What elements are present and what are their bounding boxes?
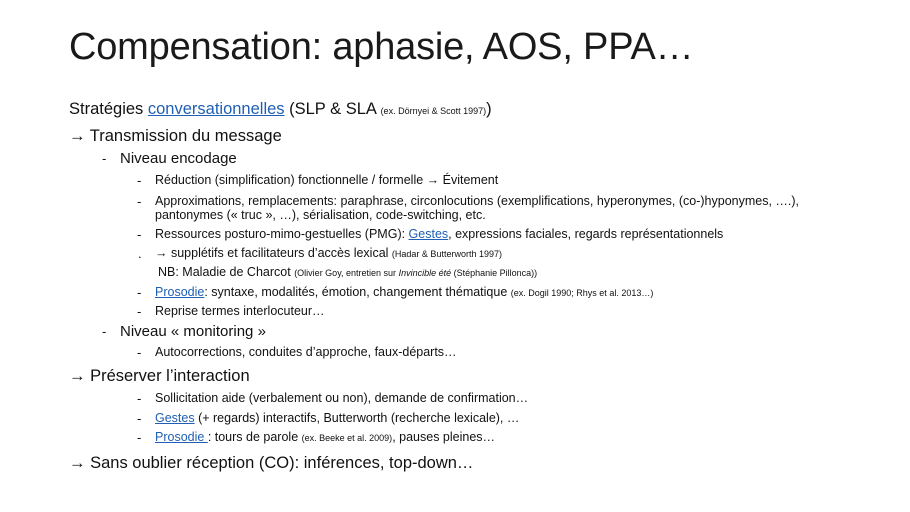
intro-close: ) [486,100,492,118]
bullet-dash: - [137,285,142,300]
heading-preserver: → Préserver l’interaction [69,367,250,385]
prosodie-text: : syntaxe, modalités, émotion, changement thématique [204,285,511,299]
item-reduction: Réduction (simplification) fonctionnelle / formelle → Évitement [155,173,499,187]
charcot-reference-title: Invincible été [398,268,452,278]
prosodie-tours-tail: , pauses pleines… [392,430,496,444]
conversationnelles-link[interactable]: conversationnelles [147,100,285,118]
gestes-interactifs-link[interactable]: Gestes [155,411,195,425]
bullet-dash: - [102,324,107,339]
item-prosodie-tours [155,430,495,444]
prosodie-tours-reference: (ex. Beeke et al. 2009) [301,433,393,443]
gestes-text: (+ regards) interactifs, Butterworth (recherche lexicale), … [194,411,520,425]
bullet-dash: - [137,304,142,319]
item-suppletifs [155,246,502,260]
heading-monitoring: Niveau « monitoring » [120,323,266,340]
item-ressources [155,227,723,241]
bullet-dash: - [137,194,142,209]
intro-line [69,100,492,119]
bullet-dot: . [138,246,142,261]
heading-encodage: Niveau encodage [120,150,237,167]
prosodie-link[interactable]: Prosodie [155,285,205,299]
prosodie-reference: (ex. Dogil 1990; Rhys et al. 2013…) [510,288,654,298]
item-approximations-line1: Approximations, remplacements: paraphrase, circonlocutions (exemplifications, hyperonymes, (co-)hyponymes, ….), [155,194,800,208]
prosodie-tours-link[interactable]: Prosodie [155,430,208,444]
bullet-dash: - [137,345,142,360]
heading-reception: → Sans oublier réception (CO): inférences, top-down… [69,454,474,472]
item-gestes [155,411,519,425]
slide-title: Compensation: aphasie, AOS, PPA… [69,26,694,68]
item-reprise: Reprise termes interlocuteur… [155,304,325,318]
charcot-reference-b: (Stéphanie Pillonca)) [451,268,538,278]
item-approximations-line2: pantonymes (« truc », …), sérialisation, code-switching, etc. [155,208,486,222]
intro-suffix: (SLP & SLA [284,100,381,118]
charcot-text: NB: Maladie de Charcot [158,265,295,279]
item-charcot [158,265,537,279]
bullet-dash: - [137,411,142,426]
gestes-link[interactable]: Gestes [408,227,449,241]
heading-transmission: → Transmission du message [69,127,282,145]
ressources-prefix: Ressources posturo-mimo-gestuelles (PMG): [155,227,409,241]
item-prosodie [155,285,653,299]
bullet-dash: - [137,173,142,188]
bullet-dash: - [137,430,142,445]
intro-prefix: Stratégies [69,100,148,118]
suppletifs-text: → supplétifs et facilitateurs d’accès lexical [155,246,392,260]
bullet-dash: - [102,151,107,166]
intro-reference: (ex. Dörnyei & Scott 1997) [380,106,487,116]
bullet-dash: - [137,227,142,242]
charcot-reference-a: (Olivier Goy, entretien sur [294,268,399,278]
item-autocorrections: Autocorrections, conduites d’approche, faux-départs… [155,345,457,359]
ressources-suffix: , expressions faciales, regards représentationnels [448,227,724,241]
prosodie-tours-text: : tours de parole [207,430,302,444]
bullet-dash: - [137,391,142,406]
item-sollicitation: Sollicitation aide (verbalement ou non), demande de confirmation… [155,391,529,405]
suppletifs-reference: (Hadar & Butterworth 1997) [391,249,502,259]
